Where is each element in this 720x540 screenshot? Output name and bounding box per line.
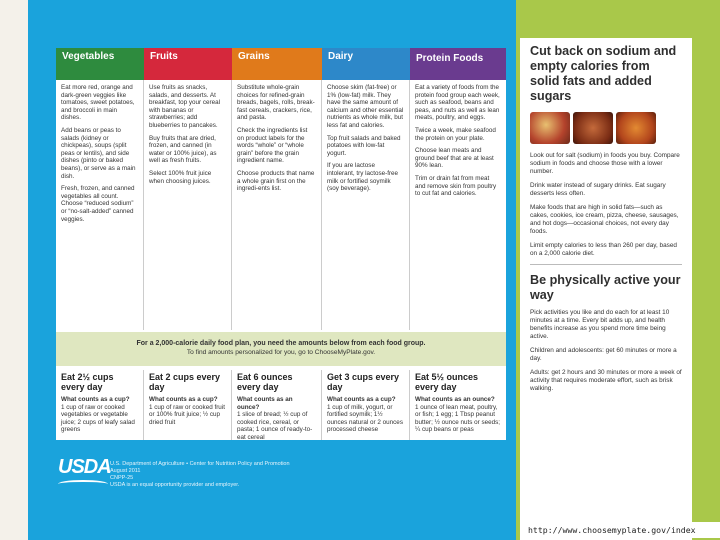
source-url: http://www.choosemyplate.gov/index [522,522,720,538]
tip-text: Check the ingredients list on product labels for the words “whole” or “whole grain” before the grain ingredient name. [237,126,308,165]
header-protein-foods: Protein Foods [410,48,506,80]
amount-dairy [322,370,410,440]
tip-text: Choose skim (fat-free) or 1% (low-fat) milk. They have the same amount of calcium and other essential nutrients as whole milk, but less fat and calories. [327,84,404,129]
header-fruits: Fruits [144,48,232,80]
tip-text: Top fruit salads and baked potatoes with low-fat yogurt. [327,134,401,157]
tip-text: Use fruits as snacks, salads, and desserts. At breakfast, top your cereal with bananas or strawberries; add blueberries to pancakes. [149,84,221,129]
usda-footer [58,456,418,496]
amount-title: Eat 5½ ounces every day [415,372,479,392]
amount-title: Eat 2 cups every day [149,372,221,392]
amount-fruits [144,370,232,440]
amount-protein [410,370,506,440]
amount-text: 1 cup of raw or cooked fruit or 100% fruit juice; ½ cup dried fruit [149,403,225,426]
food-group-tips [56,80,506,330]
amount-title: Eat 6 ounces every day [237,372,293,392]
header-dairy: Dairy [322,48,410,80]
food-groups-sheet [56,48,506,440]
amount-title: Eat 2½ cups every day [61,372,114,392]
amount-vegetables [56,370,144,440]
tip-text: Substitute whole-grain choices for refined-grain breads, bagels, rolls, break-fast cereals, crackers, rice, and pasta. [237,84,315,122]
activity-title: Be physically active your way [530,273,681,302]
tip-text: Trim or drain fat from meat and remove skin from poultry to cut fat and calories. [415,174,497,198]
tip-text: Choose products that name a whole grain first on the ingredi-ents list. [237,169,315,193]
header-vegetables: Vegetables [56,48,144,80]
tip-text: Buy fruits that are dried, frozen, and canned (in water or 100% juice), as well as fresh fruits. [149,134,217,165]
tip-text: Twice a week, make seafood the protein on your plate. [415,126,496,142]
sodium-title: Cut back on sodium and empty calories from solid fats and added sugars [530,44,677,103]
header-grains: Grains [232,48,322,80]
usda-footer-text: U.S. Department of Agriculture • Center for Nutrition Policy and Promotion August 2011 CNPP-25 USDA is an equal opportunity provider and employer. [110,461,290,488]
amount-text: 1 cup of raw or cooked vegetables or vegetable juice; 2 cups of leafy salad greens [61,403,135,433]
amount-text: 1 slice of bread; ½ cup of cooked rice, cereal, or pasta; 1 ounce of ready-to-eat cereal [237,411,313,440]
side-text: Children and adolescents: get 60 minutes or more a day. [530,347,677,362]
tip-text: Select 100% fruit juice when choosing juices. [149,169,212,185]
amount-question: What counts as a cup? [327,396,396,403]
amount-question: What counts as a cup? [61,396,130,403]
tip-text: If you are lactose intolerant, try lactose-free milk or fortified soymilk (soy beverage). [327,162,399,193]
tip-text: Eat a variety of foods from the protein food group each week, such as seafood, beans and peas, and nuts as well as lean meats, poultry, and eggs. [415,84,500,122]
food-photos [530,112,682,144]
usda-logo: USDA [58,456,111,478]
amount-question: What counts as an ounce? [237,396,293,411]
amount-text: 1 cup of milk, yogurt, or fortified soymilk; 1½ ounces natural or 2 ounces processed cheese [327,403,403,433]
wings-photo-icon [616,112,656,144]
dairy-tips [322,80,410,330]
tip-text: Add beans or peas to salads (kidney or chickpeas), soups (split peas or lentils), and side dishes (pinto or baked beans), or serve as a main dish. [61,126,136,180]
amount-title: Get 3 cups every day [327,372,400,392]
amount-question: What counts as a cup? [149,396,218,403]
band-line-2: To find amounts personalized for you, go to ChooseMyPlate.gov. [186,349,376,356]
vegetables-tips [56,80,144,330]
fruits-tips [144,80,232,330]
pizza-photo-icon [530,112,570,144]
side-text: Make foods that are high in solid fats—such as cakes, cookies, ice cream, pizza, cheese, sausages, and hot dogs—occasional choices, not every day foods. [530,204,679,235]
side-text: Limit empty calories to less than 260 per day, based on a 2,000 calorie diet. [530,242,677,257]
sausage-photo-icon [573,112,613,144]
side-text: Pick activities you like and do each for at least 10 minutes at a time. Every bit adds up, and health benefits increase as you spend more time being active. [530,309,670,340]
side-panel [520,38,692,540]
side-text: Drink water instead of sugary drinks. Eat sugary desserts less often. [530,182,666,197]
daily-amounts-row [56,370,506,440]
amount-question: What counts as an ounce? [415,396,495,403]
tip-text: Fresh, frozen, and canned vegetables all count. Choose “reduced sodium” or “no-salt-added” canned veggies. [61,185,135,223]
food-group-header-row [56,48,506,80]
usda-swoosh-icon [58,480,108,488]
tip-text: Choose lean meats and ground beef that are at least 90% lean. [415,147,494,170]
band-line-1: For a 2,000-calorie daily food plan, you need the amounts below from each food group. [136,340,426,347]
grains-tips [232,80,322,330]
protein-tips [410,80,506,330]
tip-text: Eat more red, orange and dark-green veggies like tomatoes, sweet potatoes, and broccoli in main dishes. [61,84,135,122]
side-text: Look out for salt (sodium) in foods you buy. Compare sodium in foods and choose those with a lower number. [530,152,680,175]
daily-plan-band [56,332,506,366]
side-text: Adults: get 2 hours and 30 minutes or more a week of activity that requires moderate effort, such as brisk walking. [530,369,682,392]
amount-text: 1 ounce of lean meat, poultry, or fish; 1 egg; 1 Tbsp peanut butter; ½ ounce nuts or seeds; ¼ cup beans or peas [415,403,501,433]
amount-grains [232,370,322,440]
divider [530,264,682,265]
